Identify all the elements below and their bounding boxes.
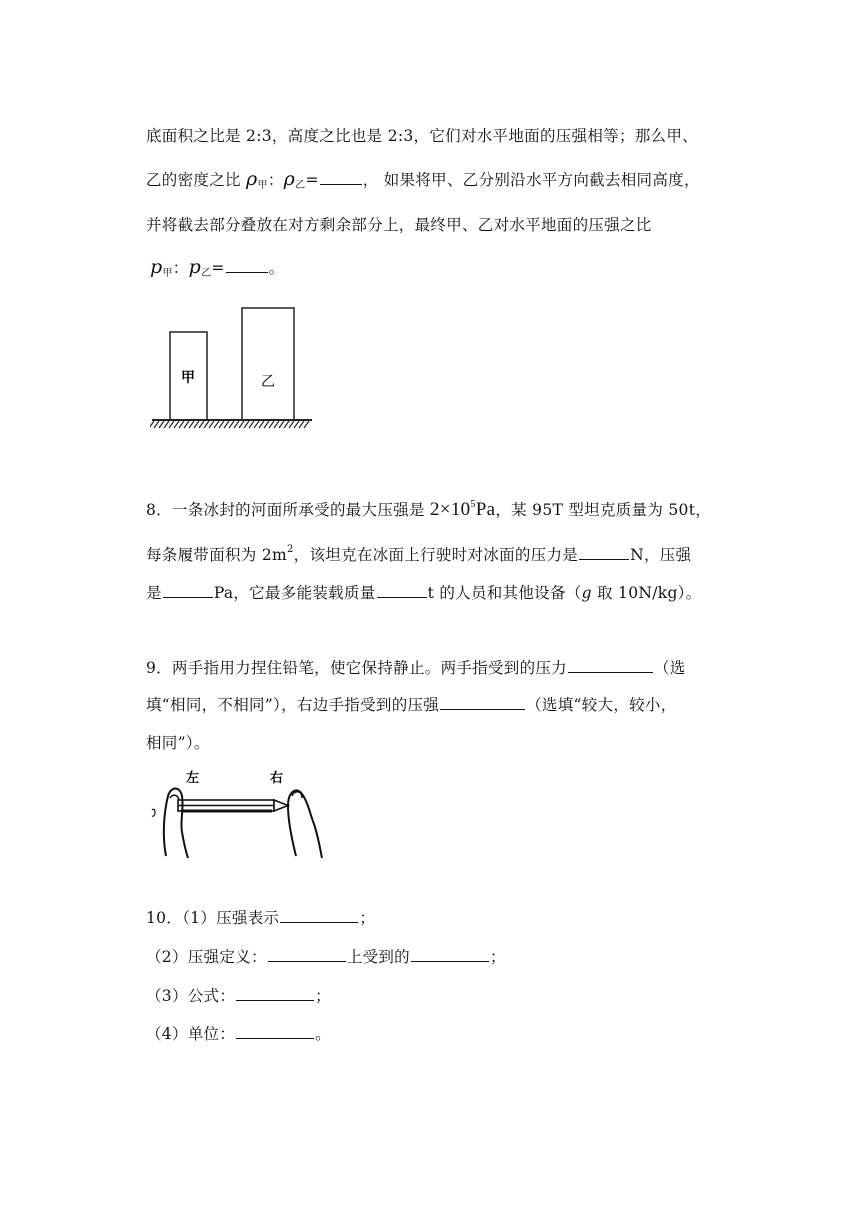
q10-text: ； <box>359 909 376 927</box>
q10-line4 <box>146 1022 331 1044</box>
hatch-mark <box>199 421 204 428</box>
q10-text: （3）公式： <box>146 987 236 1005</box>
q7-line2 <box>146 168 700 191</box>
q8-text: ，某 95T 型坦克质量为 50t， <box>495 501 712 519</box>
label-yi: 乙 <box>261 374 275 390</box>
answer-blank[interactable] <box>163 582 213 599</box>
q9-text: （选填“较大，较小， <box>526 696 677 714</box>
q7-line1 <box>146 124 698 146</box>
q10-line1 <box>146 906 375 928</box>
hatch-mark <box>229 421 234 428</box>
rho-symbol: ρ <box>246 168 258 190</box>
hatch-mark <box>189 421 194 428</box>
p-symbol: p <box>150 256 163 278</box>
q9-line2 <box>146 693 677 715</box>
q8-text: t 的人员和其他设备（ <box>427 584 582 602</box>
q8-line2 <box>146 543 691 565</box>
left-finger <box>164 789 188 859</box>
q10-text: （2）压强定义： <box>146 948 267 966</box>
hatch-mark <box>184 421 189 428</box>
label-jia: 甲 <box>181 370 195 386</box>
q10-text: ； <box>315 987 331 1005</box>
q10-line3 <box>146 984 331 1006</box>
q8-text: 是 <box>146 584 162 602</box>
q8-text: N，压强 <box>630 546 692 564</box>
q10-line2 <box>146 945 506 967</box>
answer-blank[interactable] <box>236 985 314 1002</box>
hatch-mark <box>219 421 224 428</box>
q7-line3 <box>146 213 652 235</box>
subscript-jia: 甲 <box>162 268 173 279</box>
subscript-yi: 乙 <box>295 180 306 191</box>
q10-text: 上受到的 <box>346 948 410 966</box>
q10-text: ； <box>489 948 506 966</box>
q8-text: Pa，它最多能装载质量 <box>213 584 376 602</box>
rho-symbol: ρ <box>283 168 296 190</box>
hatch-mark <box>254 421 259 428</box>
q10-text: 。 <box>315 1025 331 1043</box>
label-left: 左 <box>186 771 200 786</box>
pressure-value <box>430 499 495 520</box>
q7-text: ， 如果将甲、乙分别沿水平方向截去相同高度， <box>362 171 700 189</box>
hatch-mark <box>269 421 274 428</box>
equals: = <box>305 171 319 189</box>
hatch-mark <box>249 421 254 428</box>
q10-text: 10．（1）压强表示 <box>146 909 280 927</box>
q8-line3 <box>146 581 702 603</box>
answer-blank[interactable] <box>568 657 653 674</box>
q9-text: 填“相同，不相同”），右边手指受到的压强 <box>146 696 440 714</box>
hatch-mark <box>224 421 229 428</box>
q8-line1 <box>146 498 711 521</box>
pressure-exp: 5 <box>470 499 476 510</box>
hatch-mark <box>150 421 154 428</box>
answer-blank[interactable] <box>411 946 489 963</box>
hatch-mark <box>174 421 179 428</box>
hatch-mark <box>179 421 184 428</box>
ground-hatch <box>150 421 309 428</box>
colon: ： <box>267 171 284 189</box>
hatch-mark <box>274 421 279 428</box>
q9-text: 相同”）。 <box>146 734 210 752</box>
hatch-mark <box>159 421 164 428</box>
hatch-mark <box>154 421 159 428</box>
q9-line1 <box>146 656 686 678</box>
q9-line3 <box>146 731 210 753</box>
equals: = <box>211 259 225 277</box>
answer-blank[interactable] <box>268 946 346 963</box>
hatch-mark <box>299 421 304 428</box>
q8-text: 8．一条冰封的河面所承受的最大压强是 <box>146 501 430 519</box>
answer-blank[interactable] <box>280 907 358 924</box>
q8-text: 每条履带面积为 2m <box>146 546 287 564</box>
pressure-coef: 2×10 <box>430 499 471 520</box>
hatch-mark <box>259 421 264 428</box>
q8-text: 取 10N/kg）。 <box>591 584 702 602</box>
q7-text: 并将截去部分叠放在对方剩余部分上，最终甲、乙对水平地面的压强之比 <box>146 216 652 234</box>
hatch-mark <box>279 421 284 428</box>
blocks-figure <box>150 300 316 435</box>
colon: ： <box>172 259 189 277</box>
hatch-mark <box>194 421 199 428</box>
pencil-figure <box>146 766 331 862</box>
q8-text: ，该坦克在冰面上行驶时对冰面的压力是 <box>293 546 579 564</box>
hatch-mark <box>244 421 249 428</box>
period: 。 <box>268 259 285 277</box>
hatch-mark <box>214 421 219 428</box>
hatch-mark <box>294 421 299 428</box>
hatch-mark <box>169 421 174 428</box>
answer-blank[interactable] <box>320 169 362 186</box>
label-right: 右 <box>270 771 284 786</box>
answer-blank[interactable] <box>377 582 427 599</box>
g-symbol: g <box>581 584 592 602</box>
right-finger <box>288 790 322 858</box>
block-yi <box>242 308 294 420</box>
q7-text: 乙的密度之比 <box>146 171 247 189</box>
pencil <box>178 800 288 811</box>
right-fingernail <box>292 792 302 798</box>
q7-text: 底面积之比是 2:3，高度之比也是 2:3，它们对水平地面的压强相等；那么甲、 <box>146 127 698 145</box>
subscript-jia: 甲 <box>257 180 268 191</box>
hatch-mark <box>239 421 244 428</box>
answer-blank[interactable] <box>226 257 268 274</box>
q9-text: （选 <box>653 659 686 677</box>
hatch-mark <box>289 421 294 428</box>
hatch-mark <box>204 421 209 428</box>
hatch-mark <box>209 421 214 428</box>
answer-blank[interactable] <box>236 1023 314 1040</box>
answer-blank[interactable] <box>579 544 629 561</box>
hatch-mark <box>164 421 169 428</box>
q10-text: （4）单位： <box>146 1025 236 1043</box>
hatch-mark <box>284 421 289 428</box>
answer-blank[interactable] <box>440 694 525 711</box>
hatch-mark <box>234 421 239 428</box>
left-hand-edge <box>152 809 155 816</box>
hatch-mark <box>264 421 269 428</box>
q9-text: 9．两手指用力捏住铅笔，使它保持静止。两手指受到的压力 <box>146 659 567 677</box>
pressure-unit: Pa <box>475 499 496 520</box>
subscript-yi: 乙 <box>201 268 212 279</box>
q7-line4 <box>150 256 284 279</box>
area-exp: 2 <box>287 544 294 555</box>
hatch-mark <box>304 421 309 428</box>
p-symbol: p <box>188 256 202 278</box>
